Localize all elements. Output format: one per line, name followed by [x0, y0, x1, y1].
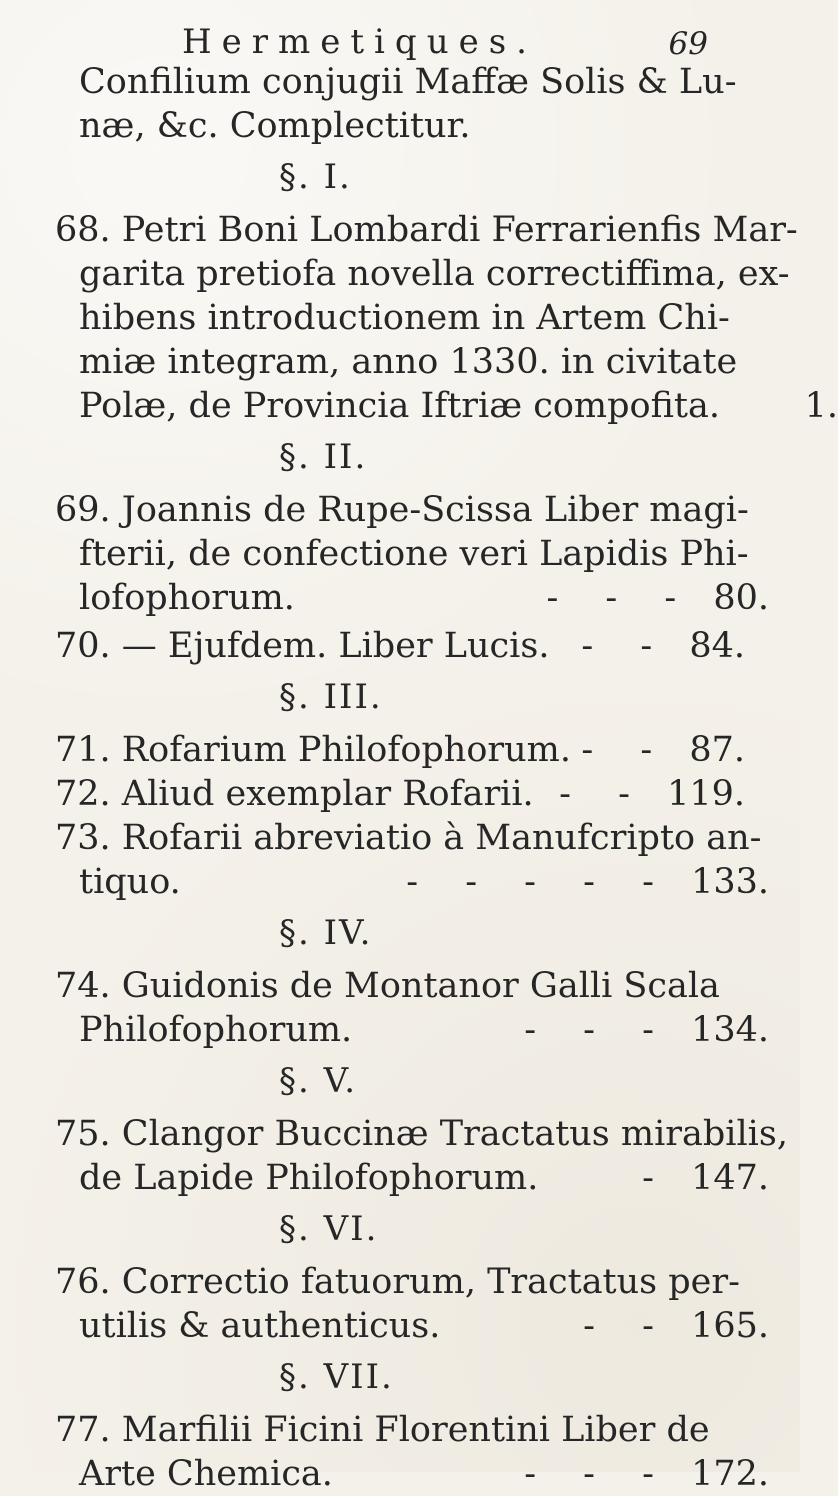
entry-line [55, 772, 745, 816]
entry-line: 68. Petri Boni Lombardi Ferrarienfis Mar- [55, 210, 798, 250]
entry-text: lofophorum. [79, 578, 295, 618]
entry-text: de Lapide Philofophorum. [79, 1158, 539, 1198]
leader-dashes: - - [581, 730, 671, 770]
document-body [55, 60, 838, 1496]
entry-line [55, 576, 769, 620]
leader-dashes: - - - [524, 1454, 672, 1494]
leader-dashes: - - - [546, 578, 695, 618]
entry-line: 77. Marfilii Ficini Florentini Liber de [55, 1410, 710, 1450]
running-title: Hermetiques. [182, 22, 537, 62]
running-header [0, 18, 800, 66]
leader-dashes: - [642, 1158, 672, 1198]
entry-line [55, 1008, 769, 1052]
entry-line: miæ integram, anno 1330. in civitate [79, 342, 738, 382]
entry-line [55, 1452, 769, 1496]
entry-line [55, 860, 769, 904]
entry-text: 71. Rofarium Philofophorum. [55, 730, 571, 770]
section-label: §. VII. [279, 1357, 394, 1397]
section-label: §. II. [279, 437, 368, 477]
entry-line: hibens introductionem in Artem Chi- [79, 298, 730, 338]
page-reference: 80. [713, 578, 769, 618]
entry-line: 76. Correctio fatuorum, Tractatus per- [55, 1262, 740, 1302]
section-label: §. V. [279, 1061, 358, 1101]
entry-line: 69. Joannis de Rupe-Scissa Liber magi- [55, 490, 749, 530]
page-reference: 134. [691, 1010, 769, 1050]
entry-line: 75. Clangor Buccinæ Tractatus mirabilis, [55, 1114, 788, 1154]
entry-line [55, 1304, 769, 1348]
page-reference: 119. [667, 774, 745, 814]
page-reference: 1. [804, 386, 838, 426]
page-reference-group [581, 728, 745, 772]
page-reference-group [559, 772, 745, 816]
leader-dashes: - - - [524, 1010, 672, 1050]
page-reference: 133. [691, 862, 769, 902]
entry-line [55, 624, 745, 668]
page-reference-group [546, 576, 769, 620]
page-reference-group [524, 1452, 769, 1496]
section-label: §. I. [279, 157, 352, 197]
entry-text: tiquo. [79, 862, 181, 902]
section-label: §. IV. [279, 913, 373, 953]
page-number: 69 [668, 26, 708, 62]
page-reference: 84. [689, 626, 745, 666]
opening-line: næ, &c. Complectitur. [79, 106, 471, 146]
entry-line: 73. Rofarii abreviatio à Manufcripto an- [55, 818, 762, 858]
entry-line: garita pretiofa novella correctiffima, ex- [79, 254, 790, 294]
entry-line: 74. Guidonis de Montanor Galli Scala [55, 966, 720, 1006]
page-reference: 172. [691, 1454, 769, 1494]
page-reference-group [406, 860, 769, 904]
leader-dashes: - - [583, 1306, 672, 1346]
opening-line: Confilium conjugii Maffæ Solis & Lu- [79, 62, 737, 102]
page-reference: 165. [691, 1306, 769, 1346]
entry-text: 70. — Ejufdem. Liber Lucis. [55, 626, 550, 666]
leader-dashes: - - - - - [406, 862, 672, 902]
page-reference: 87. [689, 730, 745, 770]
entry-text: Polæ, de Provincia Iftriæ compofita. [79, 386, 720, 426]
entry-text: utilis & authenticus. [79, 1306, 441, 1346]
leader-dashes: - - [559, 774, 648, 814]
entry-line [55, 1156, 769, 1200]
entry-text: Arte Chemica. [79, 1454, 333, 1494]
section-label: §. III. [279, 677, 383, 717]
entry-text: 72. Aliud exemplar Rofarii. [55, 774, 534, 814]
page-reference-group [583, 1304, 769, 1348]
entry-text: Philofophorum. [79, 1010, 353, 1050]
leader-dashes: - - [581, 626, 671, 666]
page-reference-group [581, 624, 745, 668]
page-reference-group [642, 1156, 769, 1200]
section-label: §. VI. [279, 1209, 379, 1249]
entry-line [55, 728, 745, 772]
page-reference: 147. [691, 1158, 769, 1198]
entry-line: fterii, de confectione veri Lapidis Phi- [79, 534, 749, 574]
page-reference-group [524, 1008, 769, 1052]
entry-line [55, 384, 838, 428]
